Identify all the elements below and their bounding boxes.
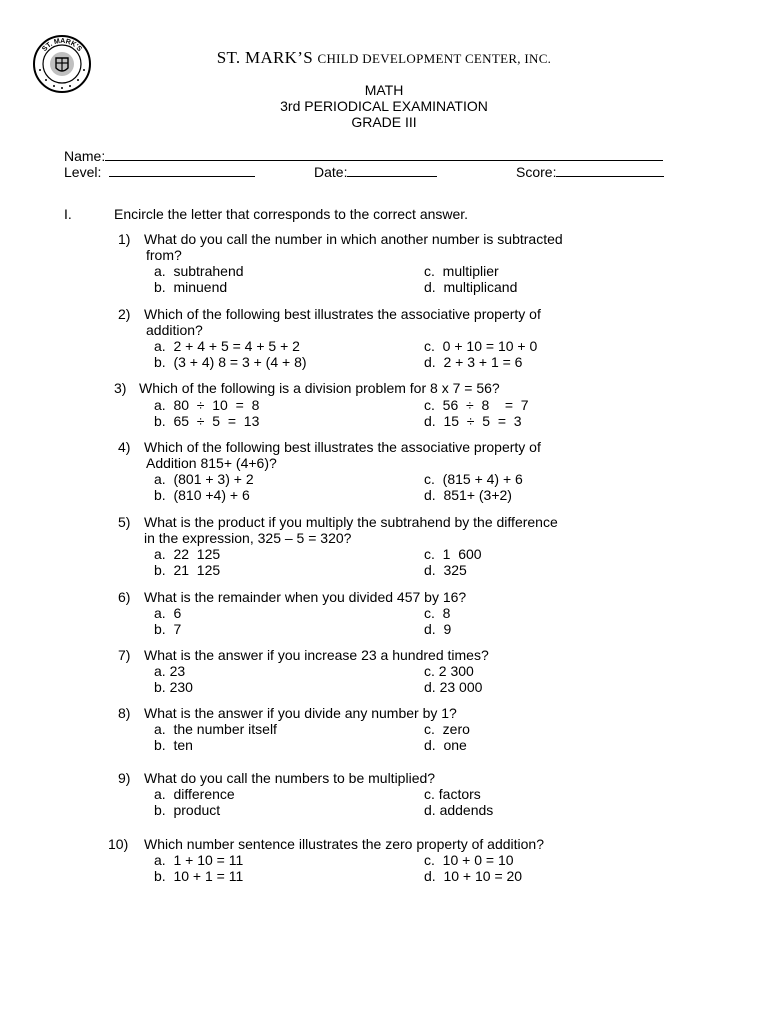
school-name-rest: CHILD DEVELOPMENT CENTER, INC. [317, 51, 552, 66]
option-c[interactable]: c. 8 [424, 605, 451, 621]
school-name-prefix: ST. MARK’S [216, 48, 313, 67]
option-c[interactable]: c. 0 + 10 = 10 + 0 [424, 338, 538, 354]
level-label: Level: [64, 164, 102, 180]
level-blank[interactable] [109, 164, 255, 177]
option-a[interactable]: a. 22 125 [154, 546, 221, 562]
option-a[interactable]: a. 23 [154, 663, 186, 679]
question-text: What is the answer if you increase 23 a hundred times? [144, 647, 489, 663]
option-c[interactable]: c. 2 300 [424, 663, 474, 679]
date-label: Date: [314, 164, 348, 180]
option-b[interactable]: b. ten [154, 737, 193, 753]
option-a[interactable]: a. 2 + 4 + 5 = 4 + 5 + 2 [154, 338, 300, 354]
question-number: 9) [118, 770, 131, 786]
option-c[interactable]: c. (815 + 4) + 6 [424, 471, 523, 487]
option-c[interactable]: c. 56 ÷ 8 = 7 [424, 397, 529, 413]
question-text-cont: in the expression, 325 – 5 = 320? [144, 530, 352, 546]
option-b[interactable]: b. (810 +4) + 6 [154, 487, 250, 503]
option-b[interactable]: b. 21 125 [154, 562, 221, 578]
score-blank[interactable] [556, 164, 664, 177]
option-a[interactable]: a. (801 + 3) + 2 [154, 471, 254, 487]
option-d[interactable]: d. multiplicand [424, 279, 518, 295]
option-b[interactable]: b. 230 [154, 679, 193, 695]
option-b[interactable]: b. product [154, 802, 221, 818]
option-d[interactable]: d. 2 + 3 + 1 = 6 [424, 354, 523, 370]
option-c[interactable]: c. 1 600 [424, 546, 482, 562]
option-d[interactable]: d. addends [424, 802, 494, 818]
option-a[interactable]: a. subtrahend [154, 263, 244, 279]
question-number: 4) [118, 439, 131, 455]
school-name [0, 48, 768, 68]
option-c[interactable]: c. 10 + 0 = 10 [424, 852, 514, 868]
option-a[interactable]: a. difference [154, 786, 235, 802]
question-text-cont: Addition 815+ (4+6)? [146, 455, 277, 471]
question-number: 8) [118, 705, 131, 721]
option-d[interactable]: d. 23 000 [424, 679, 483, 695]
option-d[interactable]: d. 10 + 10 = 20 [424, 868, 523, 884]
question-text: Which of the following is a division problem for 8 x 7 = 56? [139, 380, 500, 396]
name-label: Name: [64, 148, 106, 164]
question-number: 2) [118, 306, 131, 322]
option-d[interactable]: d. 851+ (3+2) [424, 487, 512, 503]
option-d[interactable]: d. one [424, 737, 467, 753]
option-a[interactable]: a. 1 + 10 = 11 [154, 852, 244, 868]
option-d[interactable]: d. 15 ÷ 5 = 3 [424, 413, 522, 429]
question-text: Which number sentence illustrates the zero property of addition? [144, 836, 544, 852]
option-b[interactable]: b. 7 [154, 621, 182, 637]
option-b[interactable]: b. (3 + 4) 8 = 3 + (4 + 8) [154, 354, 307, 370]
question-text-cont: from? [146, 247, 182, 263]
question-number: 7) [118, 647, 131, 663]
question-text-cont: addition? [146, 322, 203, 338]
question-text: Which of the following best illustrates the associative property of [144, 306, 541, 322]
section-number: I. [64, 206, 72, 222]
question-number: 10) [108, 836, 129, 852]
question-number: 6) [118, 589, 131, 605]
score-label: Score: [516, 164, 557, 180]
option-a[interactable]: a. 80 ÷ 10 = 8 [154, 397, 260, 413]
question-number: 5) [118, 514, 131, 530]
option-b[interactable]: b. 10 + 1 = 11 [154, 868, 244, 884]
section-instruction: Encircle the letter that corresponds to the correct answer. [114, 206, 469, 222]
option-d[interactable]: d. 325 [424, 562, 467, 578]
exam-grade: GRADE III [351, 114, 417, 130]
question-text: What is the product if you multiply the subtrahend by the difference [144, 514, 558, 530]
name-blank[interactable] [105, 148, 663, 161]
date-blank[interactable] [347, 164, 437, 177]
level-field[interactable] [64, 164, 255, 180]
name-field[interactable] [64, 148, 663, 164]
option-b[interactable]: b. 65 ÷ 5 = 13 [154, 413, 260, 429]
option-a[interactable]: a. the number itself [154, 721, 277, 737]
svg-text:ST. MARK'S: ST. MARK'S [41, 37, 83, 53]
question-text: What is the answer if you divide any number by 1? [144, 705, 457, 721]
question-number: 3) [114, 380, 127, 396]
option-c[interactable]: c. factors [424, 786, 481, 802]
option-c[interactable]: c. multiplier [424, 263, 499, 279]
score-field[interactable] [516, 164, 664, 180]
question-text: What do you call the number in which another number is subtracted [144, 231, 563, 247]
option-d[interactable]: d. 9 [424, 621, 452, 637]
question-number: 1) [118, 231, 131, 247]
date-field[interactable] [314, 164, 437, 180]
option-b[interactable]: b. minuend [154, 279, 228, 295]
exam-subject: MATH [364, 82, 404, 98]
option-c[interactable]: c. zero [424, 721, 470, 737]
option-a[interactable]: a. 6 [154, 605, 182, 621]
exam-title: 3rd PERIODICAL EXAMINATION [280, 98, 488, 114]
question-text: Which of the following best illustrates the associative property of [144, 439, 541, 455]
question-text: What is the remainder when you divided 457 by 16? [144, 589, 467, 605]
question-text: What do you call the numbers to be multiplied? [144, 770, 436, 786]
